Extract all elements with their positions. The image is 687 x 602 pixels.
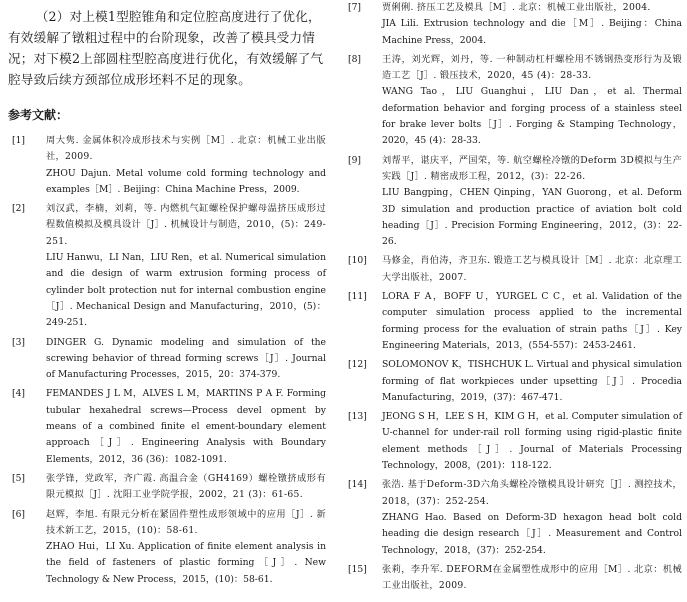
reference-chinese-text: 张浩. 基于Deform-3D六角头螺栓冷镦模具设计研究［J］. 测控技术，2018，(37)：252-254. bbox=[382, 479, 682, 507]
intro-paragraph: （2）对上模1型腔锥角和定位腔高度进行了优化，有效缓解了镦粗过程中的台阶现象，改善了模具受力情况；对下模2上部圆柱型腔高度进行优化，有效缓解了气腔导致后续方颈部位成形坯料不足的现象。 bbox=[8, 9, 324, 87]
reference-chinese-text: 刘汉武，李楠，刘莉，等. 内燃机气缸螺栓保护螺母温挤压成形过程数值模拟及模具设计［J］. 机械设计与制造，2010，(5)：249-251. bbox=[46, 203, 326, 247]
references-list-right bbox=[344, 0, 682, 594]
reference-english-text: LORA F A，BOFF U，YURGEL C C，et al. Validation of the computer simulation process applied to the incremental forming process for the evaluation of strain paths［J］. Key Engineering Materials，2013，(554-557)：2453-2461. bbox=[382, 291, 682, 351]
reference-body bbox=[382, 409, 682, 474]
reference-number: [1] bbox=[12, 135, 26, 146]
reference-body bbox=[382, 357, 682, 406]
reference-item bbox=[344, 153, 682, 251]
reference-body bbox=[382, 253, 682, 286]
reference-body bbox=[382, 289, 682, 354]
reference-number: [11] bbox=[348, 291, 367, 303]
reference-body bbox=[46, 386, 326, 467]
reference-body bbox=[46, 335, 326, 384]
reference-item bbox=[8, 133, 326, 198]
reference-number: [14] bbox=[348, 479, 367, 491]
reference-chinese-text: 赵辉，李旭. 有限元分析在紧固件塑性成形领域中的应用［J］. 新技术新工艺，2015，(10)：58-61. bbox=[46, 508, 326, 536]
reference-body bbox=[382, 562, 682, 595]
reference-english-text: FEMANDES J L M，ALVES L M，MARTINS P A F. Forming tubular hexahedral screws—Process devel opment by means of a combined finite el ement-boundary element approach［J］. Engineering Analysis with Boundary Elements，2012，36 (36)：1082-1091. bbox=[46, 388, 326, 465]
reference-number: [3] bbox=[12, 336, 26, 348]
right-column bbox=[344, 0, 682, 597]
reference-english-text: LIU Hanwu，LI Nan，LIU Ren，et al. Numerical simulation and die design of warm extrusion forming process of cylinder bolt protection nut for internal combustion engine［J］. Mechanical Design and Manufacturing，2010，(5)：249-251. bbox=[46, 252, 326, 329]
reference-english-text: JEONG S H，LEE S H，KIM G H，et al. Computer simulation of U-channel for under-rail roll forming using rigid-plastic finite element methods［J］. Journal of Materials Processing Technology，2008，(201)：118-122. bbox=[382, 411, 682, 472]
reference-item bbox=[8, 201, 326, 331]
reference-item bbox=[344, 253, 682, 286]
reference-item bbox=[344, 357, 682, 406]
reference-chinese-text: 周大隽. 金属体积冷成形技术与实例［M］. 北京：机械工业出版社，2009. bbox=[46, 135, 326, 163]
reference-chinese-text: 马修金，肖伯涛，齐卫东. 锻造工艺与模具设计［M］. 北京：北京理工大学出版社，2007. bbox=[382, 255, 682, 283]
reference-english-text: SOLOMONOV K，TISHCHUK L. Virtual and physical simulation forming of flat workpieces under upsetting［J］. Procedia Manufacturing，2019，(37)：467-471. bbox=[382, 359, 682, 403]
reference-number: [6] bbox=[12, 508, 26, 520]
reference-body bbox=[382, 0, 682, 49]
reference-item bbox=[344, 477, 682, 558]
reference-item bbox=[8, 471, 326, 504]
references-list-left bbox=[8, 133, 326, 588]
reference-english-text: ZHOU Dajun. Metal volume cold forming technology and examples［M］. Beijing：China Machine Press，2009. bbox=[46, 167, 326, 195]
reference-body bbox=[382, 477, 682, 558]
reference-body bbox=[46, 201, 326, 331]
reference-chinese-text: 张学锋，党政军，齐广霞. 高温合金（GH4169）螺栓镦挤成形有限元模拟［J］. 沈阳工业学院学报，2002，21 (3)：61-65. bbox=[46, 472, 326, 501]
references-title: 参考文献： bbox=[8, 108, 69, 122]
reference-body bbox=[382, 52, 682, 150]
left-column bbox=[8, 0, 326, 591]
reference-english-text: DINGER G. Dynamic modeling and simulation of the screwing behavior of thread forming screws［J］. Journal of Manufacturing Processes，2015，20：374-379. bbox=[46, 336, 326, 381]
reference-english-text: ZHANG Hao. Based on Deform-3D hexagon head bolt cold heading die design research［J］. Measurement and Control Technology，2018，(37)：252-254. bbox=[382, 511, 682, 556]
reference-item bbox=[8, 507, 326, 588]
reference-english-text: JIA Lili. Extrusion technology and die［M］. Beijing：China Machine Press，2004. bbox=[382, 18, 682, 46]
reference-number: [7] bbox=[348, 2, 362, 13]
reference-number: [12] bbox=[348, 359, 367, 371]
reference-number: [15] bbox=[348, 563, 367, 575]
reference-item bbox=[344, 409, 682, 474]
reference-chinese-text: 贾俐俐. 挤压工艺及模具［M］. 北京：机械工业出版社，2004. bbox=[382, 2, 651, 13]
reference-number: [13] bbox=[348, 411, 367, 423]
reference-number: [9] bbox=[348, 154, 362, 166]
reference-english-text: LIU Bangping，CHEN Qinping，YAN Guorong，et al. Deform 3D simulation and production practice of aviation bolt cold heading［J］. Precision Forming Engineering，2012，(3)：22-26. bbox=[382, 187, 682, 248]
reference-chinese-text: 王涛，刘光辉，刘丹，等. 一种制动杠杆螺栓用不锈钢热变形行为及锻造工艺［J］. 锻压技术，2020，45 (4)：28-33. bbox=[382, 53, 682, 82]
reference-number: [5] bbox=[12, 472, 26, 484]
reference-chinese-text: 刘帮平，谌庆平，严国荣，等. 航空螺栓冷镦的Deform 3D模拟与生产实践［J］. 精密成形工程，2012，(3)：22-26. bbox=[382, 154, 682, 182]
reference-number: [4] bbox=[12, 388, 26, 400]
reference-item bbox=[8, 386, 326, 467]
reference-item bbox=[344, 289, 682, 354]
reference-body bbox=[46, 133, 326, 198]
reference-number: [2] bbox=[12, 203, 26, 215]
reference-chinese-text: 张莉，李升军. DEFORM在金属塑性成形中的应用［M］. 北京：机械工业出版社，2009. bbox=[382, 563, 682, 592]
reference-item bbox=[344, 562, 682, 595]
reference-body bbox=[46, 507, 326, 588]
reference-body bbox=[46, 471, 326, 504]
reference-item bbox=[344, 52, 682, 150]
reference-number: [10] bbox=[348, 255, 367, 267]
reference-item bbox=[8, 335, 326, 384]
reference-english-text: WANG Tao，LIU Guanghui，LIU Dan，et al. Thermal deformation behavior and forging process of a stainless steel for brake lever bolts［J］. Forging & Stamping Technology，2020，45 (4)：28-33. bbox=[382, 86, 682, 147]
reference-body bbox=[382, 153, 682, 251]
reference-english-text: ZHAO Hui，LI Xu. Application of finite element analysis in the field of fasteners of plastic forming［J］. New Technology & New Process，2015，(10)：58-61. bbox=[46, 541, 326, 585]
reference-number: [8] bbox=[348, 53, 362, 65]
reference-item bbox=[344, 0, 682, 49]
